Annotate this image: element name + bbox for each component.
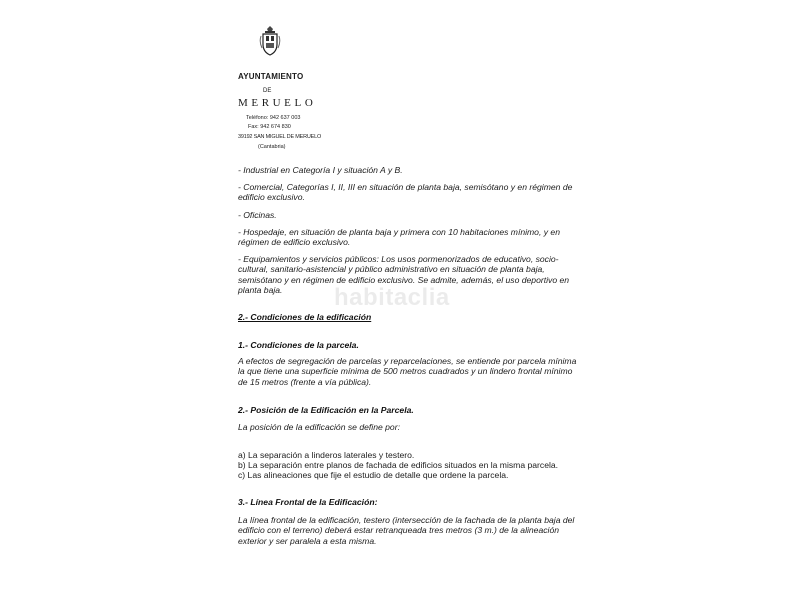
watermark: habitaclia (334, 284, 450, 311)
letterhead-town: MERUELO (238, 97, 317, 109)
use-item-hospedaje: - Hospedaje, en situación de planta baja y primera con 10 habitaciones mínimo, y en régimen de edificio exclusivo. (238, 227, 560, 248)
use-item-industrial: - Industrial en Categoría I y situación A y B. (238, 165, 403, 175)
use-item-comercial: - Comercial, Categorías I, II, III en situación de planta baja, semisótano y en régimen de edificio exclusivo. (238, 182, 573, 203)
subsection-1-title: 1.- Condiciones de la parcela. (238, 340, 359, 350)
section-title: 2.- Condiciones de la edificación (238, 312, 372, 322)
letterhead-title: AYUNTAMIENTO (238, 72, 304, 81)
use-item-equipamientos: - Equipamientos y servicios públicos: Los usos pormenorizados de educativo, socio-cultural, sanitario-asistencial y público administrativo en situación de planta baja, semisótano y en régimen de edificio exclusivo. Se admite, además, el uso deportivo en planta baja. (238, 254, 570, 296)
subsection-2-item-b: b) La separación entre planos de fachada de edificios situados en la misma parcela. (238, 460, 559, 470)
letterhead-fax: Fax: 942 674 830 (248, 124, 291, 130)
subsection-3-title: 3.- Línea Frontal de la Edificación: (238, 497, 378, 507)
coat-of-arms-icon (259, 26, 281, 56)
subsection-3-text: La línea frontal de la edificación, testero (intersección de la fachada de la planta baja del edificio con el terreno) deberá estar retranqueada tres metros (3 m.) de la alineación exterior y ser paralela a esta misma. (238, 515, 575, 546)
subsection-2-title: 2.- Posición de la Edificación en la Parcela. (238, 405, 414, 415)
subsection-1-text: A efectos de segregación de parcelas y reparcelaciones, se entiende por parcela mínima la que tiene una superficie mínima de 500 metros cuadrados y un lindero frontal mínimo de 15 metros (frente a vía pública). (238, 356, 577, 387)
letterhead-address: 39192 SAN MIGUEL DE MERUELO (238, 134, 322, 140)
letterhead-de: DE (263, 88, 272, 94)
subsection-2-item-a: a) La separación a linderos laterales y testero. (238, 450, 415, 460)
use-item-oficinas: - Oficinas. (238, 210, 277, 220)
subsection-2-item-c: c) Las alineaciones que fije el estudio de detalle que ordene la parcela. (238, 470, 509, 480)
letterhead-phone: Teléfono: 942 637 003 (246, 115, 301, 121)
letterhead-region: (Cantabria) (258, 144, 286, 150)
subsection-2-intro: La posición de la edificación se define por: (238, 422, 400, 432)
